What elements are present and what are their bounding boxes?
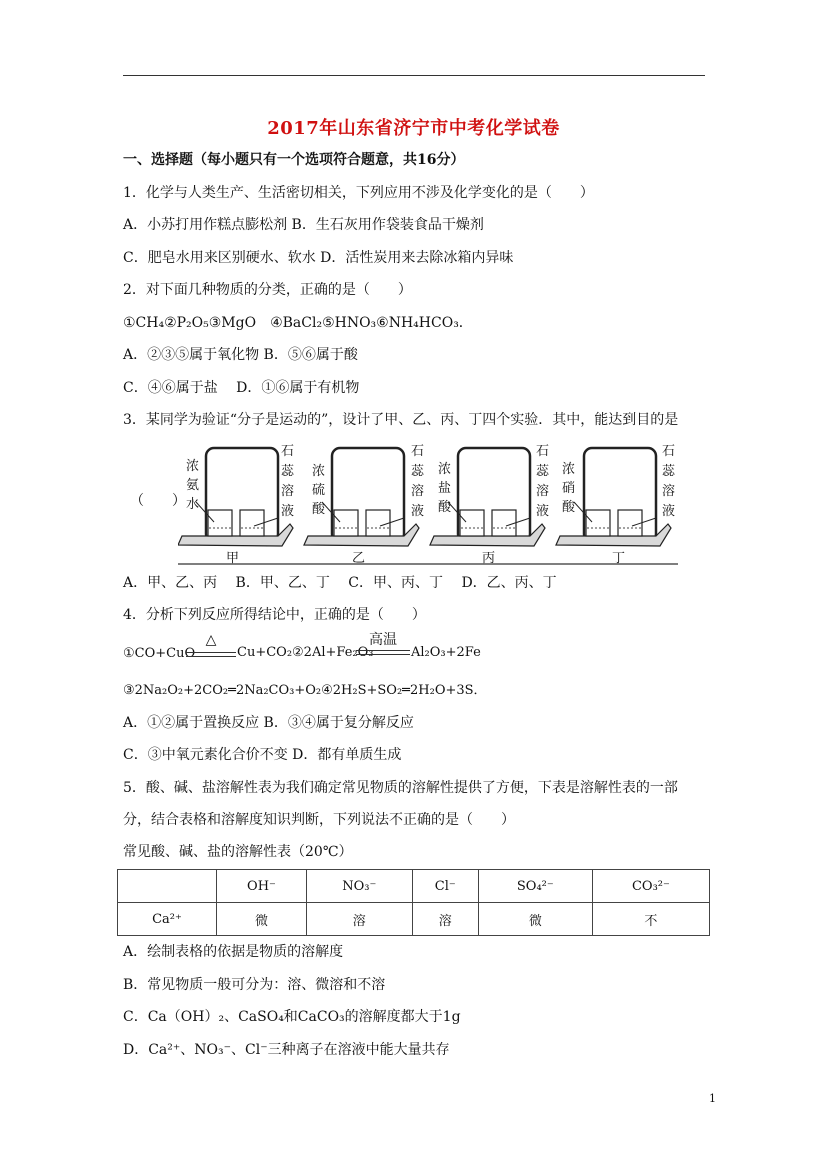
question-4-stem: 4．分析下列反应所得结论中，正确的是（ ） [123, 607, 426, 623]
table-header-cell [118, 870, 217, 903]
table-row [118, 903, 710, 936]
setup-ding-name: 丁 [612, 551, 626, 566]
equation-2-arrow-bottom [356, 654, 410, 655]
equation-2-condition: 高温 [369, 632, 397, 648]
question-5-option-c: C．Ca（OH）₂、CaSO₄和CaCO₃的溶解度都大于1g [123, 1009, 461, 1025]
equation-1-left: ①CO+CuO [123, 646, 196, 661]
equation-1-arrow-bottom [186, 656, 236, 657]
table-header-row [118, 870, 710, 903]
question-4-options-cd: C．③中氧元素化合价不变 D．都有单质生成 [123, 747, 402, 763]
page-number: 1 [709, 1092, 716, 1105]
question-3-answer-paren: （ ） [130, 493, 186, 509]
setup-bing-indicator-label: 石 蕊 溶 液 [536, 444, 550, 519]
equation-1-condition: △ [205, 632, 217, 648]
equation-1-right: Cu+CO₂②2Al+Fe₂O₃ [237, 645, 374, 660]
solubility-table-title: 常见酸、碱、盐的溶解性表（20℃） [123, 844, 353, 860]
setup-jia-indicator-label: 石 蕊 溶 液 [281, 444, 295, 519]
setup-ding-reagent-label: 浓 硝 酸 [562, 462, 576, 515]
setup-bing-name: 丙 [482, 551, 496, 566]
question-5-option-d: D．Ca²⁺、NO₃⁻、Cl⁻三种离子在溶液中能大量共存 [123, 1042, 450, 1058]
question-5-stem-line2: 分，结合表格和溶解度知识判断，下列说法不正确的是（ ） [123, 812, 515, 828]
question-2-stem: 2．对下面几种物质的分类，正确的是（ ） [123, 282, 412, 298]
setup-jia-name: 甲 [226, 551, 240, 566]
table-cell: Ca²⁺ [118, 903, 217, 936]
setup-bing-reagent-label: 浓 盐 酸 [438, 462, 452, 515]
question-5-option-b: B．常见物质一般可分为：溶、微溶和不溶 [123, 977, 386, 993]
question-5-option-a: A．绘制表格的依据是物质的溶解度 [123, 944, 344, 960]
experiment-figure [178, 440, 680, 568]
page-title: 2017年山东省济宁市中考化学试卷 [267, 118, 560, 139]
question-2-options-ab: A．②③⑤属于氧化物 B．⑤⑥属于酸 [123, 347, 358, 363]
equation-1-arrow-top [186, 652, 236, 653]
section-heading: 一、选择题（每小题只有一个选项符合题意，共16分） [123, 152, 465, 168]
setup-yi-reagent-label: 浓 硫 酸 [312, 464, 326, 517]
setup-jia-reagent-label: 浓 氨 水 [186, 459, 200, 512]
question-2-options-cd: C．④⑥属于盐 D．①⑥属于有机物 [123, 380, 360, 396]
equation-2-right: Al₂O₃+2Fe [411, 645, 481, 660]
equation-2-arrow-top [356, 650, 410, 651]
question-3-options: A．甲、乙、丙 B．甲、乙、丁 C．甲、丙、丁 D．乙、丙、丁 [123, 575, 557, 591]
question-3-stem: 3．某同学为验证“分子是运动的”，设计了甲、乙、丙、丁四个实验．其中，能达到目的是 [123, 412, 679, 428]
header-rule [123, 75, 705, 76]
question-4-options-ab: A．①②属于置换反应 B．③④属于复分解反应 [123, 715, 414, 731]
question-1-options-ab: A．小苏打用作糕点膨松剂 B．生石灰用作袋装食品干燥剂 [123, 217, 484, 233]
table-header-cell: OH⁻ [217, 870, 307, 903]
question-2-items: ①CH₄②P₂O₅③MgO ④BaCl₂⑤HNO₃⑥NH₄HCO₃． [123, 315, 473, 331]
setup-yi-indicator-label: 石 蕊 溶 液 [411, 444, 425, 519]
question-1-stem: 1．化学与人类生产、生活密切相关，下列应用不涉及化学变化的是（ ） [123, 185, 594, 201]
question-5-stem-line1: 5．酸、碱、盐溶解性表为我们确定常见物质的溶解性提供了方便，下表是溶解性表的一部 [123, 780, 678, 796]
table-cell: 溶 [412, 903, 478, 936]
table-cell: 微 [217, 903, 307, 936]
solubility-table [117, 869, 710, 936]
setup-yi-name: 乙 [352, 551, 366, 566]
setup-ding-indicator-label: 石 蕊 溶 液 [662, 444, 676, 519]
table-header-cell: SO₄²⁻ [478, 870, 592, 903]
equation-3-4: ③2Na₂O₂+2CO₂═2Na₂CO₃+O₂④2H₂S+SO₂═2H₂O+3S． [123, 683, 487, 698]
table-header-cell: CO₃²⁻ [592, 870, 709, 903]
table-header-cell: Cl⁻ [412, 870, 478, 903]
table-cell: 微 [478, 903, 592, 936]
table-cell: 溶 [306, 903, 412, 936]
table-cell: 不 [592, 903, 709, 936]
question-1-options-cd: C．肥皂水用来区别硬水、软水 D．活性炭用来去除冰箱内异味 [123, 250, 514, 266]
table-header-cell: NO₃⁻ [306, 870, 412, 903]
